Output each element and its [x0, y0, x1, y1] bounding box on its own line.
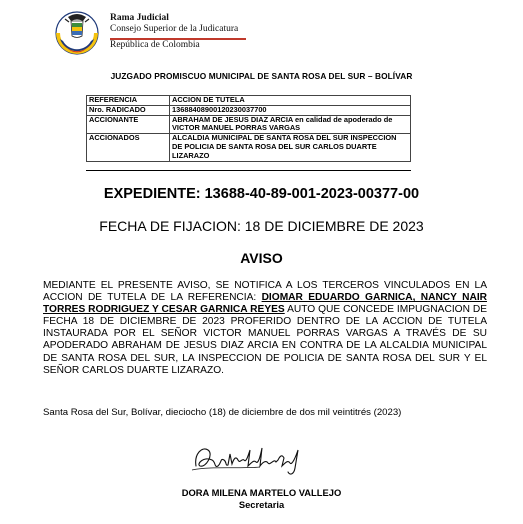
colombia-seal-logo — [50, 8, 106, 56]
header-red-rule — [110, 38, 246, 40]
handwritten-signature — [190, 436, 320, 478]
court-title: JUZGADO PROMISCUO MUNICIPAL DE SANTA ROSA DEL SUR – BOLÍVAR — [110, 71, 413, 81]
table-label: ACCIONANTE — [87, 115, 170, 134]
table-value: ALCALDIA MUNICIPAL DE SANTA ROSA DEL SUR INSPECCION DE POLICIA DE SANTA ROSA DEL SUR CARLOS DUARTE LIZARAZO — [170, 134, 411, 161]
table-row — [87, 134, 411, 161]
institution-block — [110, 13, 238, 51]
institution-name: Rama Judicial — [110, 13, 169, 23]
table-row — [87, 105, 411, 115]
table-label: ACCIONADOS — [87, 134, 170, 161]
place-date: Santa Rosa del Sur, Bolívar, dieciocho (18) de diciembre de dos mil veintitrés (2023) — [43, 407, 402, 418]
table-value: ABRAHAM DE JESUS DIAZ ARCIA en calidad de apoderado de VICTOR MANUEL PORRAS VARGAS — [170, 115, 411, 134]
notice-intro: MEDIANTE EL PRESENTE AVISO, SE NOTIFICA A LOS TERCEROS VINCULADOS EN LA ACCION DE TUTELA DE LA REFERENCIA: — [43, 280, 487, 304]
section-divider — [86, 170, 411, 174]
signatory-name: DORA MILENA MARTELO VALLEJO — [181, 487, 342, 498]
fixation-date: FECHA DE FIJACION: 18 DE DICIEMBRE DE 2023 — [99, 218, 424, 234]
notified-parties: DIOMAR EDUARDO GARNICA, NANCY NAIR TORRES RODRIGUEZ Y CESAR GARNICA REYES — [43, 292, 488, 316]
notice-body — [43, 280, 487, 377]
table-row — [87, 115, 411, 134]
institution-council: Consejo Superior de la Judicatura — [110, 24, 239, 34]
expediente-number: EXPEDIENTE: 13688-40-89-001-2023-00377-00 — [103, 186, 420, 202]
table-value: ACCION DE TUTELA — [170, 96, 411, 106]
table-row — [87, 96, 411, 106]
table-label: REFERENCIA — [87, 96, 170, 106]
notice-rest: AUTO QUE CONCEDE IMPUGNACION DE FECHA 18 DE DICIEMBRE DE 2023 PROFERIDO DENTRO DE LA ACCION DE TUTELA INSTAURADA POR EL SEÑOR VICTOR MANUEL PORRAS VARGAS A TRAVÉS DE SU APODERADO ABRAHAM DE JESUS DIAZ ARCIA EN CONTRA DE LA ALCALDIA MUNICIPAL DE SANTA ROSA DEL SUR, LA INSPECCION DE POLICIA DE SANTA ROSA DEL SUR Y EL SEÑOR CARLOS DUARTE LIZARAZO. — [43, 304, 487, 376]
table-value: 13688408900120230037700 — [170, 105, 411, 115]
institution-country: República de Colombia — [110, 40, 200, 50]
notice-title: AVISO — [240, 250, 283, 266]
table-label: Nro. RADICADO — [87, 105, 170, 115]
signatory-role: Secretaria — [238, 499, 285, 510]
case-reference-table — [86, 95, 411, 162]
